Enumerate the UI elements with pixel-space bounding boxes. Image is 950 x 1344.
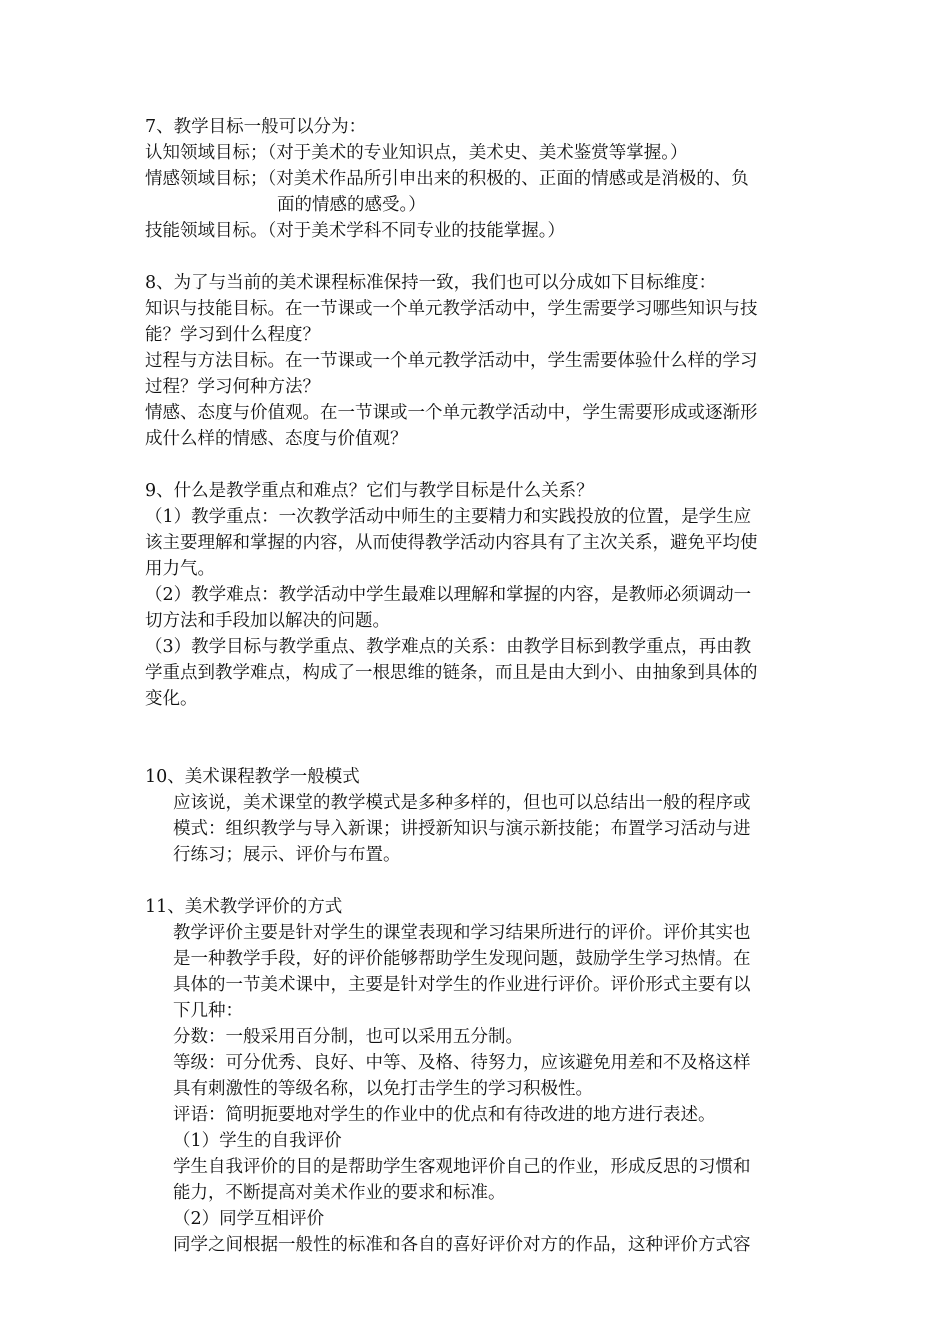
- paragraph-line: 情感、态度与价值观。在一节课或一个单元教学活动中，学生需要形成或逐渐形: [145, 403, 758, 423]
- section-10-heading: 10、美术课程教学一般模式: [145, 767, 360, 787]
- paragraph-line: 模式：组织教学与导入新课；讲授新知识与演示新技能；布置学习活动与进: [173, 819, 751, 839]
- blank-line: [145, 868, 810, 894]
- paragraph-line: 情感领域目标；（对美术作品所引申出来的积极的、正面的情感或是消极的、负: [145, 169, 749, 189]
- paragraph-line: 成什么样的情感、态度与价值观？: [145, 429, 408, 449]
- paragraph-line: 等级：可分优秀、良好、中等、及格、待努力，应该避免用差和不及格这样: [173, 1053, 751, 1073]
- section-7-heading: 7、教学目标一般可以分为：: [145, 117, 367, 137]
- paragraph-line: 同学之间根据一般性的标准和各自的喜好评价对方的作品，这种评价方式容: [173, 1235, 751, 1255]
- paragraph-line: 具体的一节美术课中，主要是针对学生的作业进行评价。评价形式主要有以: [173, 975, 751, 995]
- paragraph-line: （3）教学目标与教学重点、教学难点的关系：由教学目标到教学重点，再由教: [145, 637, 752, 657]
- paragraph-line: 过程？学习何种方法？: [145, 377, 320, 397]
- paragraph-line: 技能领域目标。（对于美术学科不同专业的技能掌握。）: [145, 221, 565, 241]
- paragraph-line: 面的情感的感受。）: [277, 195, 426, 215]
- paragraph-line: （1）教学重点：一次教学活动中师生的主要精力和实践投放的位置，是学生应: [145, 507, 752, 527]
- section-8-heading: 8、为了与当前的美术课程标准保持一致，我们也可以分成如下目标维度：: [145, 273, 717, 293]
- paragraph-line: 知识与技能目标。在一节课或一个单元教学活动中，学生需要学习哪些知识与技: [145, 299, 758, 319]
- paragraph-line: （2）教学难点：教学活动中学生最难以理解和掌握的内容，是教师必须调动一: [145, 585, 752, 605]
- subheading-peer-evaluation: （2）同学互相评价: [173, 1209, 325, 1229]
- blank-line: [145, 712, 810, 764]
- paragraph-line: 能？学习到什么程度？: [145, 325, 320, 345]
- paragraph-line: 变化。: [145, 689, 198, 709]
- paragraph-line: 该主要理解和掌握的内容，从而使得教学活动内容具有了主次关系，避免平均使: [145, 533, 758, 553]
- subheading-self-evaluation: （1）学生的自我评价: [173, 1131, 342, 1151]
- paragraph-line: 用力气。: [145, 559, 215, 579]
- paragraph-line: 行练习；展示、评价与布置。: [173, 845, 401, 865]
- blank-line: [145, 244, 810, 270]
- paragraph-line: 是一种教学手段，好的评价能够帮助学生发现问题，鼓励学生学习热情。在: [173, 949, 751, 969]
- paragraph-line: 分数：一般采用百分制，也可以采用五分制。: [173, 1027, 523, 1047]
- section-11-heading: 11、美术教学评价的方式: [145, 897, 343, 917]
- paragraph-line: 能力，不断提高对美术作业的要求和标准。: [173, 1183, 506, 1203]
- paragraph-line: 学生自我评价的目的是帮助学生客观地评价自己的作业，形成反思的习惯和: [173, 1157, 751, 1177]
- paragraph-line: 学重点到教学难点，构成了一根思维的链条，而且是由大到小、由抽象到具体的: [145, 663, 758, 683]
- paragraph-line: 具有刺激性的等级名称，以免打击学生的学习积极性。: [173, 1079, 593, 1099]
- paragraph-line: 评语：简明扼要地对学生的作业中的优点和有待改进的地方进行表述。: [173, 1105, 716, 1125]
- blank-line: [145, 452, 810, 478]
- paragraph-line: 认知领域目标；（对于美术的专业知识点，美术史、美术鉴赏等掌握。）: [145, 143, 688, 163]
- paragraph-line: 下几种：: [173, 1001, 243, 1021]
- paragraph-line: 应该说，美术课堂的教学模式是多种多样的，但也可以总结出一般的程序或: [173, 793, 751, 813]
- paragraph-line: 切方法和手段加以解决的问题。: [145, 611, 390, 631]
- paragraph-line: 过程与方法目标。在一节课或一个单元教学活动中，学生需要体验什么样的学习: [145, 351, 758, 371]
- paragraph-line: 教学评价主要是针对学生的课堂表现和学习结果所进行的评价。评价其实也: [173, 923, 751, 943]
- document-body: [145, 114, 810, 1258]
- section-9-heading: 9、什么是教学重点和难点？它们与教学目标是什么关系？: [145, 481, 594, 501]
